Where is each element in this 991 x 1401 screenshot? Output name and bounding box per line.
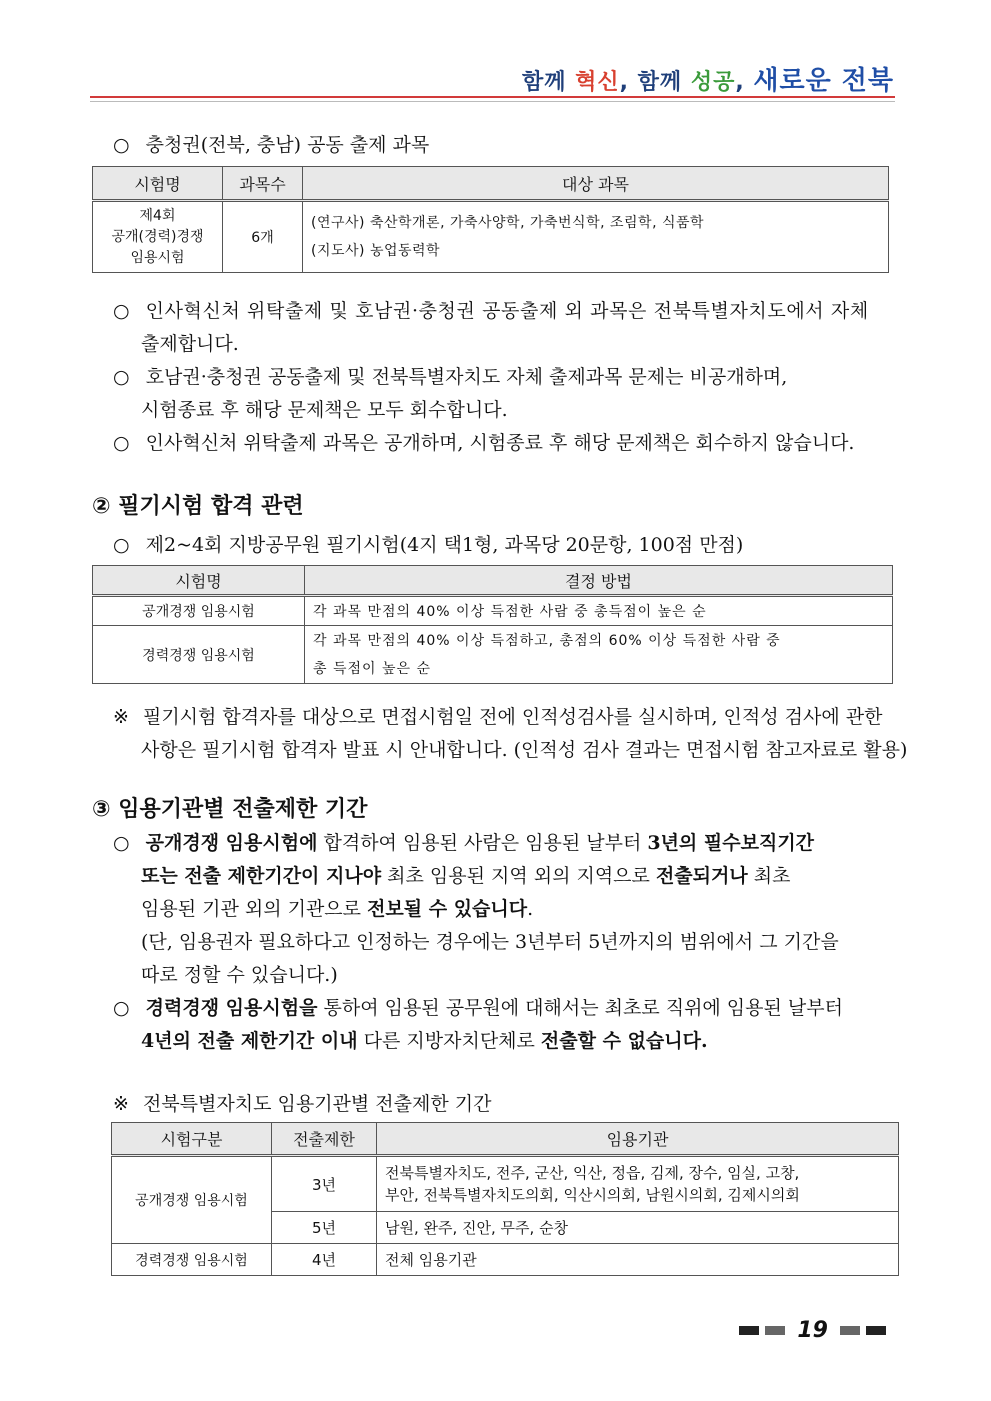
subjects-cell [303, 201, 889, 273]
bullet: ○ [113, 997, 130, 1019]
method-cell: 각 과목 만점의 40% 이상 득점한 사람 중 총득점이 높은 순 [305, 596, 893, 626]
note-text: 호남권·충청권 공동출제 및 전북특별자치도 자체 출제과목 문제는 비공개하며, [145, 366, 788, 388]
sec2-note [113, 702, 882, 729]
section-heading: ② 필기시험 합격 관련 [92, 494, 304, 519]
text: 임용된 기관 외의 기관으로 [141, 898, 368, 920]
limit-cell: 3년 [272, 1156, 377, 1212]
bold-text: 전출할 수 없습니다. [540, 1030, 708, 1052]
pager-bar [739, 1326, 759, 1335]
slogan-part: , 함께 [619, 70, 691, 95]
col-header: 시험구분 [112, 1123, 272, 1156]
sec3-p1-line2 [141, 861, 790, 888]
sec2-sub [113, 530, 743, 557]
text: . [527, 898, 534, 920]
subject-count-cell: 6개 [223, 201, 303, 273]
sec1-note-1 [113, 296, 869, 323]
header-rule-thin [90, 101, 895, 102]
bullet: ○ [113, 432, 130, 454]
cell-line: 총 득점이 높은 순 [313, 660, 432, 677]
col-header: 시험명 [93, 566, 305, 596]
note-text: 사항은 필기시험 합격자 발표 시 안내합니다. (인적성 검사 결과는 면접시험 참고자료로 활용) [141, 739, 908, 761]
note-mark: ※ [113, 706, 129, 728]
col-header: 임용기관 [377, 1123, 899, 1156]
orgs-cell: 전체 임용기관 [377, 1244, 899, 1276]
sec1-note-2 [113, 362, 787, 389]
joint-exam-table [92, 166, 889, 273]
text: 다른 지방자치단체로 [357, 1030, 541, 1052]
note-text: 인사혁신처 위탁출제 및 호남권·충청권 공동출제 외 과목은 전북특별자치도에서 자체 [145, 300, 869, 322]
bold-text: 전출되거나 [655, 865, 748, 887]
sec1-title-text: 충청권(전북, 충남) 공동 출제 과목 [145, 134, 430, 156]
exam-type-cell: 공개경쟁 임용시험 [112, 1156, 272, 1244]
bullet: ○ [113, 134, 130, 156]
slogan-part: 성공 [690, 70, 736, 95]
cell-line: (연구사) 축산학개론, 가축사양학, 가축번식학, 조림학, 식품학 [311, 215, 705, 231]
limit-cell: 5년 [272, 1212, 377, 1244]
col-header: 과목수 [223, 167, 303, 201]
col-header: 시험명 [93, 167, 223, 201]
slogan-part: 새로운 전북 [753, 66, 894, 96]
transfer-restriction-table [111, 1122, 899, 1276]
bullet: ○ [113, 300, 130, 322]
col-header: 대상 과목 [303, 167, 889, 201]
cell-line: 전북특별자치도, 전주, 군산, 익산, 정읍, 김제, 장수, 임실, 고창, [385, 1164, 800, 1182]
sec3-table-title [113, 1089, 491, 1116]
col-header: 결정 방법 [305, 566, 893, 596]
bold-text: 공개경쟁 임용시험에 [145, 832, 318, 854]
bold-text: 경력경쟁 임용시험을 [145, 997, 318, 1019]
bold-text: 또는 전출 제한기간이 지나야 [141, 865, 382, 887]
page-number [739, 1318, 886, 1343]
cell-line: 각 과목 만점의 40% 이상 득점하고, 총점의 60% 이상 득점한 사람 중 [313, 632, 781, 649]
section-heading: ③ 임용기관별 전출제한 기간 [92, 797, 368, 822]
text: 따로 정할 수 있습니다.) [141, 964, 338, 986]
slogan-part: , [735, 70, 754, 95]
exam-type-cell: 경력경쟁 임용시험 [112, 1244, 272, 1276]
cell-line: (지도사) 농업동력학 [311, 243, 441, 259]
exam-name-cell: 경력경쟁 임용시험 [93, 626, 305, 684]
pager-bar [765, 1326, 785, 1335]
text: 합격하여 임용된 사람은 임용된 날부터 [317, 832, 648, 854]
cell-line: 임용시험 [130, 249, 185, 266]
bullet: ○ [113, 366, 130, 388]
table-title: 전북특별자치도 임용기관별 전출제한 기간 [142, 1093, 492, 1115]
note-text: 인사혁신처 위탁출제 과목은 공개하며, 시험종료 후 해당 문제책은 회수하지 않습니다. [145, 432, 855, 454]
limit-cell: 4년 [272, 1244, 377, 1276]
bold-text: 3년의 필수보직기간 [647, 832, 815, 854]
slogan-part: 혁신 [575, 70, 620, 95]
note-mark: ※ [113, 1093, 129, 1115]
pager-bar [840, 1326, 860, 1335]
text: (단, 임용권자 필요하다고 인정하는 경우에는 3년부터 5년까지의 범위에서 그 기간을 [141, 931, 839, 953]
sec1-note-3 [113, 428, 854, 455]
sub-text: 제2~4회 지방공무원 필기시험(4지 택1형, 과목당 20문항, 100점 만점) [145, 534, 744, 556]
text: 최초 [747, 865, 791, 887]
slogan-part: 함께 [521, 70, 576, 95]
bold-text: 4년의 전출 제한기간 이내 [141, 1030, 358, 1052]
note-text: 시험종료 후 해당 문제책은 모두 회수합니다. [141, 399, 508, 421]
orgs-cell: 남원, 완주, 진안, 무주, 순창 [377, 1212, 899, 1244]
bullet: ○ [113, 534, 130, 556]
header-rule [90, 96, 895, 98]
sec3-p2-line1 [113, 993, 843, 1020]
bullet: ○ [113, 832, 130, 854]
exam-name-cell: 공개경쟁 임용시험 [93, 596, 305, 626]
pager-bar [866, 1326, 886, 1335]
cell-line: 공개(경력)경쟁 [111, 228, 204, 245]
note-text: 출제합니다. [141, 333, 239, 355]
note-text: 필기시험 합격자를 대상으로 면접시험일 전에 인적성검사를 실시하며, 인적성 검사에 관한 [142, 706, 883, 728]
sec1-title [113, 130, 429, 157]
cell-line: 제4회 [139, 207, 176, 224]
cell-line: 부안, 전북특별자치도의회, 익산시의회, 남원시의회, 김제시의회 [385, 1186, 800, 1204]
sec3-p1-line1 [113, 828, 814, 855]
page-number-text: 19 [797, 1318, 828, 1343]
method-cell [305, 626, 893, 684]
text: 최초 임용된 지역 외의 지역으로 [381, 865, 656, 887]
header-slogan [522, 60, 894, 97]
orgs-cell [377, 1156, 899, 1212]
text: 통하여 임용된 공무원에 대해서는 최초로 직위에 임용된 날부터 [317, 997, 843, 1019]
exam-name-cell [93, 201, 223, 273]
pass-criteria-table [92, 565, 893, 684]
col-header: 전출제한 [272, 1123, 377, 1156]
bold-text: 전보될 수 있습니다 [367, 898, 528, 920]
sec3-p2-line2 [141, 1026, 708, 1053]
sec3-p1-line3 [141, 894, 533, 921]
